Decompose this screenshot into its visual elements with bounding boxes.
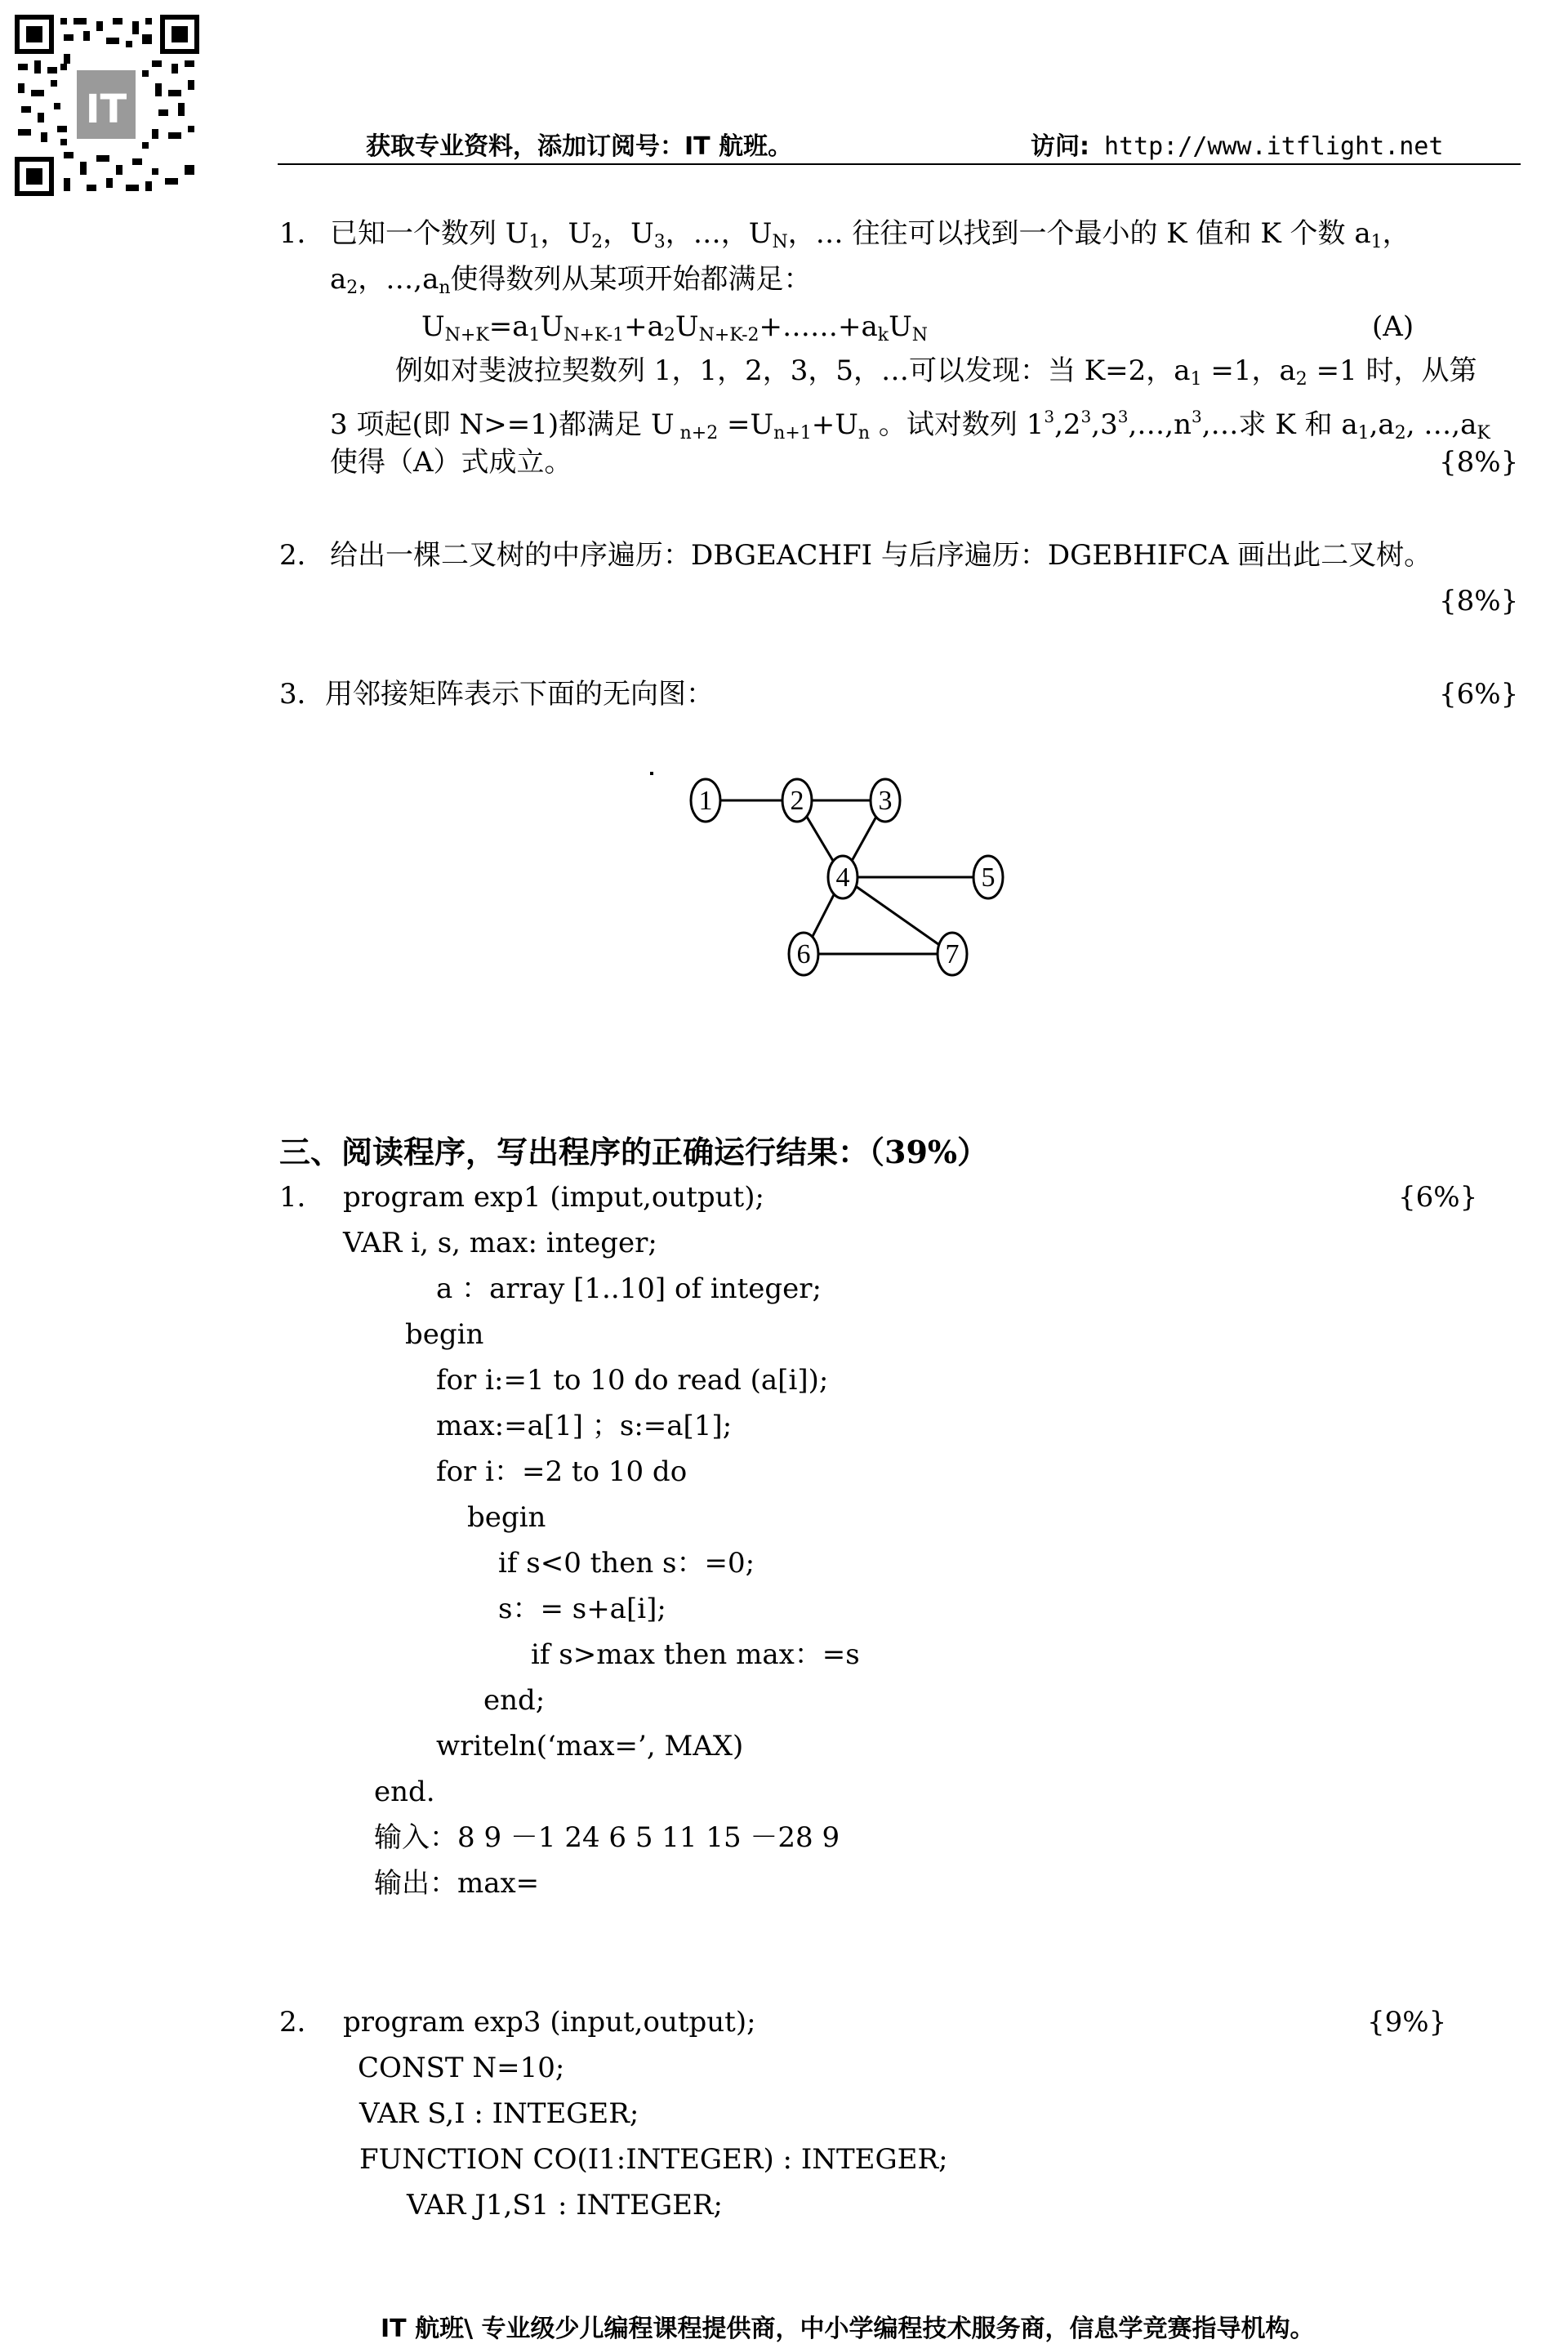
- graph-edge-4-7: [843, 877, 952, 954]
- graph-node-7: [938, 933, 967, 975]
- graph-node-label: 1: [698, 786, 713, 816]
- undirected-graph: [621, 758, 1029, 995]
- p1-code-line: begin: [467, 1501, 546, 1534]
- q1-score: {8%}: [1439, 446, 1519, 479]
- p1-code-line: a ：array [1..10] of integer;: [436, 1272, 822, 1305]
- header-url-link[interactable]: http://www.itflight.net: [1104, 132, 1444, 161]
- graph-node-4: [828, 856, 858, 898]
- q1-line-5: 3 项起(即 N>=1)都满足 U $_{n+2} =U_{n+1}+U_n$ 。试对数列 $1^3,2^3,3^3,\dots,n^3,\dots$求 K 和 $a_1,a_2$, $\dots,a_K$: [330, 407, 1490, 443]
- p1-input-line: 输入：8 9 －1 24 6 5 11 15 －28 9: [374, 1821, 840, 1854]
- graph-node-1: [691, 779, 720, 822]
- graph-node-label: 7: [945, 939, 960, 969]
- q2-text: 给出一棵二叉树的中序遍历：DBGEACHFI 与后序遍历：DGEBHIFCA 画出此二叉树。: [330, 539, 1432, 572]
- q3-number: 3．: [279, 678, 325, 711]
- header-subscribe-text: 获取专业资料，添加订阅号：IT 航班。: [366, 132, 793, 161]
- p2-code-line: VAR S,I : INTEGER;: [359, 2097, 639, 2130]
- p1-code-line: for i：=2 to 10 do: [436, 1455, 688, 1488]
- graph-node-label: 4: [835, 862, 850, 893]
- p1-code-line: VAR i, s, max: integer;: [343, 1227, 657, 1259]
- q1-number: 1．: [279, 217, 325, 250]
- header-divider: [278, 163, 1521, 165]
- graph-node-5: [973, 856, 1003, 898]
- q1-line-4: 例如对斐波拉契数列 1，1，2，3，5，…可以发现：当 K=2，$a_1 =1$，$a_2 =1$ 时，从第: [395, 354, 1477, 390]
- section3-title: 三、阅读程序，写出程序的正确运行结果：（39%）: [279, 1134, 989, 1170]
- p2-code-line: program exp3 (input,output);: [343, 2006, 756, 2039]
- p1-code-line: writeln(‘max=’, MAX): [436, 1730, 744, 1762]
- p1-code-line: s：= s+a[i];: [498, 1593, 666, 1625]
- q2-score: {8%}: [1439, 585, 1519, 617]
- header-visit-label: 访问:: [1031, 132, 1089, 161]
- p2-number: 2．: [279, 2006, 325, 2039]
- q2-number: 2．: [279, 539, 325, 572]
- q1-line-1: 已知一个数列 $U_1$，$U_2$，$U_3$，…，$U_N$，… 往往可以找到一个最小的 K 值和 K 个数 $a_1$，: [330, 217, 1410, 252]
- graph-node-label: 2: [790, 786, 804, 816]
- svg-text:IT: IT: [85, 87, 127, 132]
- p1-code-line: end;: [483, 1684, 546, 1717]
- graph-node-label: 3: [878, 786, 893, 816]
- p1-number: 1．: [279, 1181, 325, 1214]
- graph-stray-dot: [650, 772, 653, 775]
- p2-score: {9%}: [1367, 2006, 1447, 2039]
- p2-code-line: VAR J1,S1 : INTEGER;: [407, 2189, 723, 2221]
- graph-node-label: 5: [981, 862, 996, 893]
- header-visit: [1031, 126, 1443, 162]
- graph-node-3: [871, 779, 900, 822]
- p1-code-line: program exp1 (imput,output);: [343, 1181, 764, 1214]
- footer-text: IT 航班\ 专业级少儿编程课程提供商，中小学编程技术服务商，信息学竞赛指导机构。: [381, 2315, 1315, 2343]
- p2-code-line: CONST N=10;: [358, 2052, 565, 2084]
- p1-code-line: begin: [405, 1318, 484, 1351]
- graph-node-2: [782, 779, 812, 822]
- q1-formula-label: (A): [1372, 310, 1414, 343]
- q1-line-2: $a_2$，$\dots,a_n$使得数列从某项开始都满足：: [330, 263, 812, 298]
- p1-code-line: if s<0 then s：=0;: [498, 1547, 755, 1580]
- q3-score: {6%}: [1439, 678, 1519, 711]
- q1-line-6: 使得（A）式成立。: [330, 446, 572, 479]
- p1-code-line: max:=a[1] ；s:=a[1];: [436, 1410, 733, 1442]
- p1-code-line: if s>max then max：=s: [531, 1638, 860, 1671]
- qr-code-image: [15, 15, 199, 196]
- p1-output-line: 输出：max=: [374, 1867, 540, 1900]
- q1-formula: $U_{N+K}=a_1U_{N+K-1}+a_2U_{N+K-2}+\dots\dots+a_kU_N$: [421, 310, 929, 345]
- p2-code-line: FUNCTION CO(I1:INTEGER) : INTEGER;: [359, 2143, 948, 2176]
- p1-code-line: for i:=1 to 10 do read (a[i]);: [436, 1364, 829, 1397]
- q3-text: 用邻接矩阵表示下面的无向图：: [325, 678, 714, 711]
- graph-node-6: [789, 933, 818, 975]
- graph-node-label: 6: [796, 939, 811, 969]
- p1-score: {6%}: [1398, 1181, 1478, 1214]
- p1-code-line: end.: [374, 1776, 435, 1808]
